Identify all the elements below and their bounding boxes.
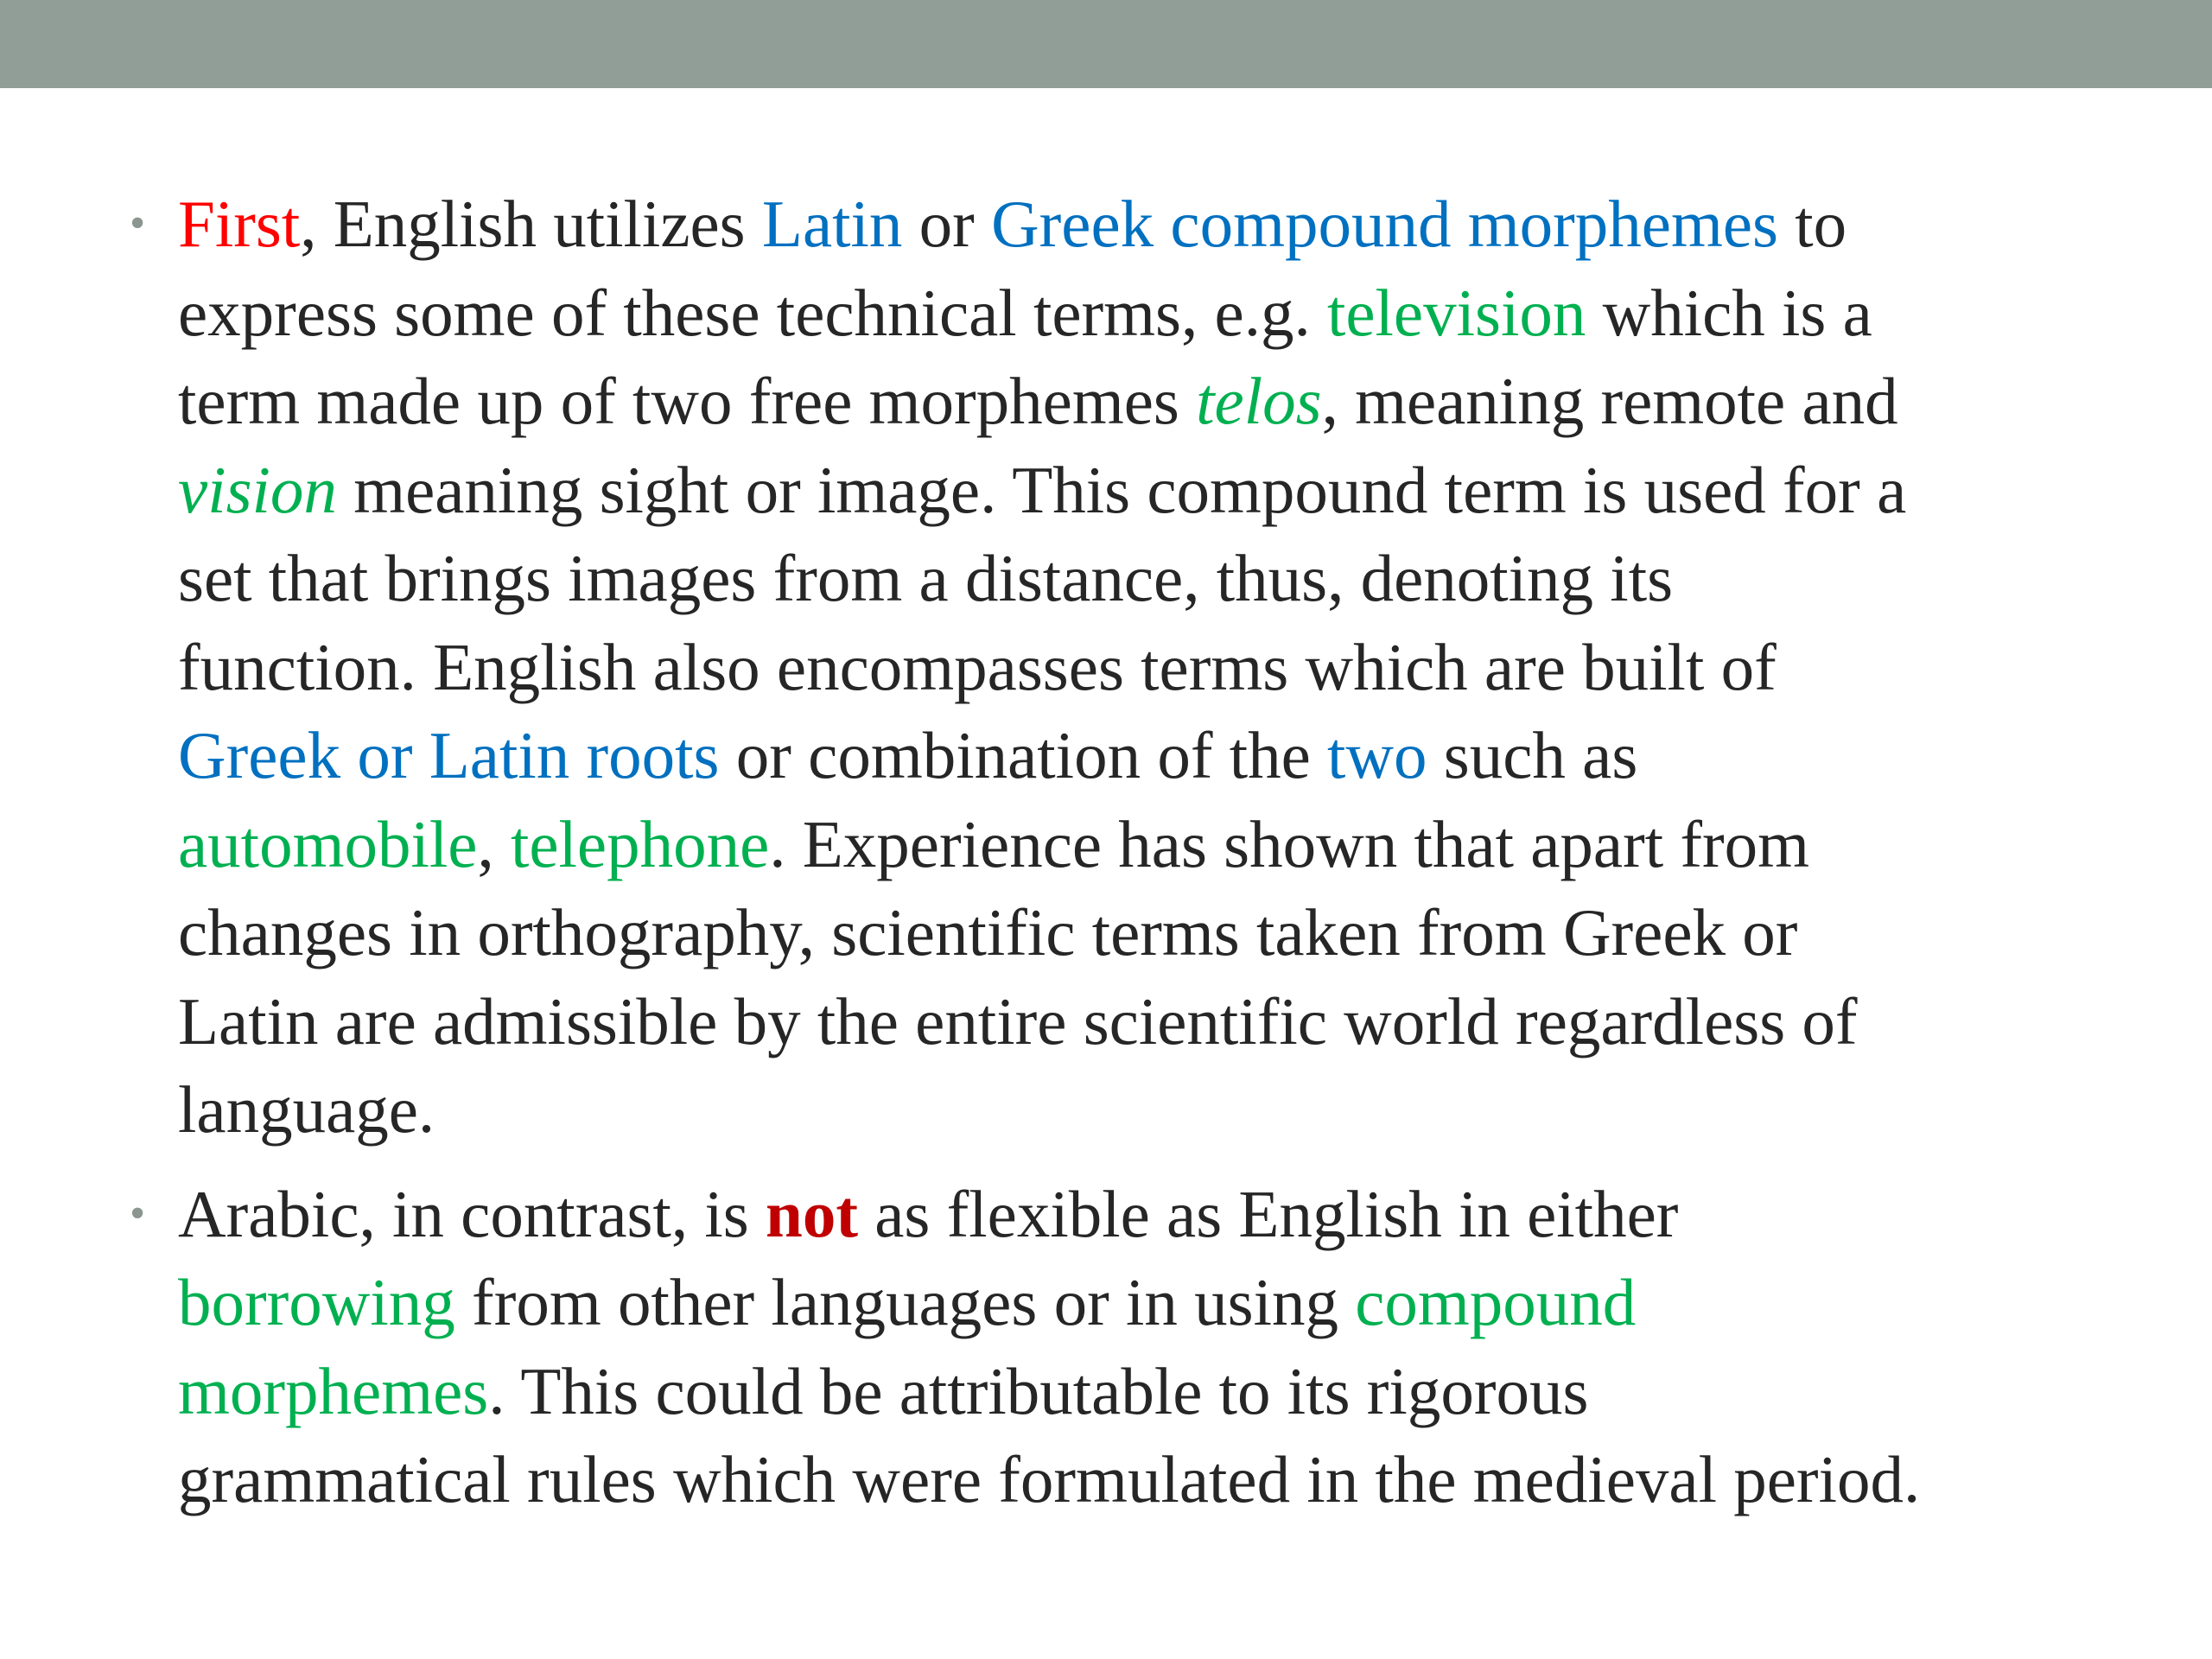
- highlighted-term: telephone: [510, 806, 770, 881]
- text-run: ,: [477, 806, 511, 881]
- text-run: grammatical rules which were formulated in the medieval period.: [178, 1442, 1921, 1516]
- text-run: express some of these technical terms, e.g.: [178, 275, 1327, 350]
- text-line: [178, 1258, 2117, 1347]
- text-run: or combination of the: [719, 718, 1328, 792]
- text-line: [178, 800, 2117, 889]
- highlighted-term: Greek compound morphemes: [991, 187, 1778, 261]
- highlighted-term: morphemes: [178, 1353, 489, 1428]
- bullet-marker: •: [130, 199, 146, 248]
- text-run: . This could be attributable to its rigorous: [488, 1353, 1589, 1428]
- header-band: [0, 0, 2212, 88]
- text-line: [178, 1065, 2117, 1154]
- bullet-paragraph: [130, 1170, 2117, 1524]
- text-line: [178, 446, 2117, 535]
- text-line: [178, 888, 2117, 977]
- text-run: Arabic, in contrast, is: [178, 1176, 766, 1251]
- text-run: as flexible as English in either: [857, 1176, 1679, 1251]
- text-run: meaning sight or image. This compound term is used for a: [336, 452, 1907, 527]
- highlighted-term: Greek or Latin roots: [178, 718, 720, 792]
- text-run: from other languages or in using: [454, 1265, 1356, 1339]
- text-run: Latin are admissible by the entire scientific world regardless of: [178, 983, 1858, 1058]
- text-run: changes in orthography, scientific terms taken from Greek or: [178, 895, 1798, 969]
- text-run: term made up of two free morphemes: [178, 364, 1197, 438]
- text-run: language.: [178, 1072, 435, 1147]
- text-line: [178, 711, 2117, 800]
- text-line: [178, 534, 2117, 623]
- text-run: set that brings images from a distance, thus, denoting its: [178, 541, 1674, 615]
- text-line: [178, 357, 2117, 446]
- text-run: to: [1777, 187, 1847, 261]
- text-run: such as: [1427, 718, 1638, 792]
- highlighted-term: Latin: [761, 187, 903, 261]
- text-line: [178, 623, 2117, 712]
- highlighted-term: two: [1327, 718, 1427, 792]
- highlighted-term: automobile: [178, 806, 478, 881]
- highlighted-term: First: [178, 187, 301, 261]
- highlighted-term: telos: [1196, 364, 1322, 438]
- text-run: which is a: [1586, 275, 1872, 350]
- highlighted-term: not: [766, 1176, 858, 1251]
- highlighted-term: television: [1326, 275, 1586, 350]
- highlighted-term: compound: [1355, 1265, 1637, 1339]
- text-line: [178, 1347, 2117, 1436]
- highlighted-term: vision: [178, 452, 337, 527]
- text-run: or: [902, 187, 992, 261]
- text-line: [178, 1435, 2117, 1524]
- text-line: [178, 1170, 2117, 1259]
- text-run: , meaning remote and: [1321, 364, 1898, 438]
- highlighted-term: borrowing: [178, 1265, 455, 1339]
- bullet-marker: •: [130, 1188, 146, 1238]
- text-run: . Experience has shown that apart from: [769, 806, 1810, 881]
- text-run: function. English also encompasses terms which are built of: [178, 629, 1777, 704]
- text-line: [178, 180, 2117, 269]
- text-run: , English utilizes: [300, 187, 762, 261]
- text-line: [178, 977, 2117, 1066]
- bullet-paragraph: [130, 180, 2117, 1154]
- text-line: [178, 269, 2117, 358]
- slide-body: [130, 180, 2117, 1540]
